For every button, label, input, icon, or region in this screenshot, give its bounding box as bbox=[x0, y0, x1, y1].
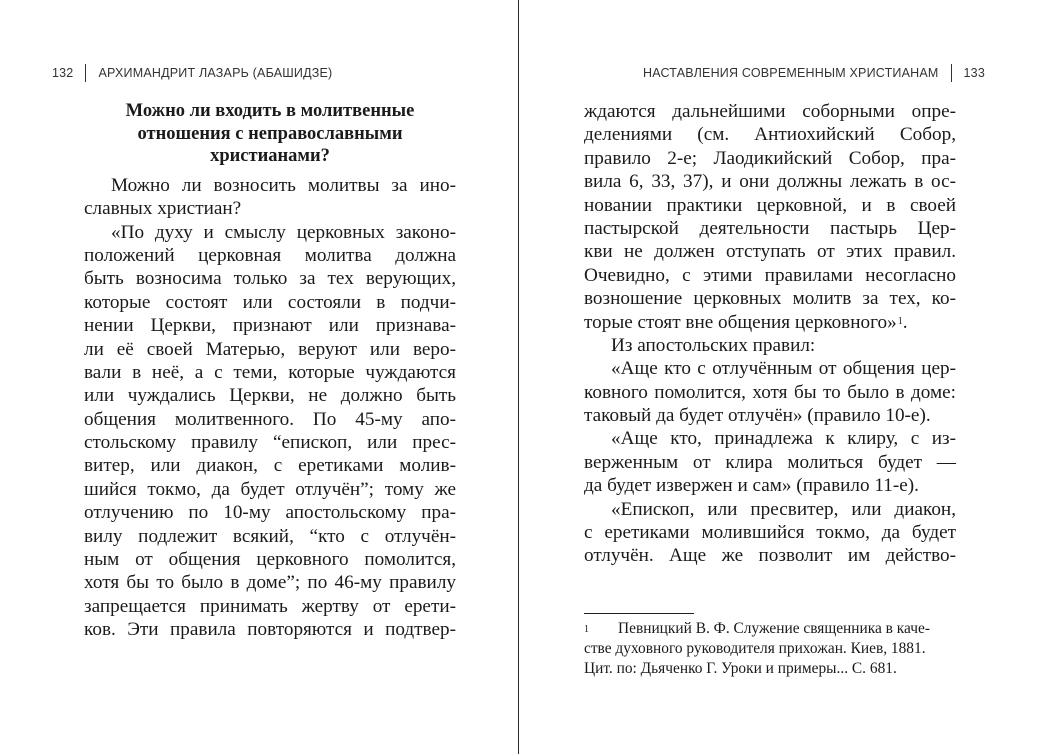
text-line: вали в неё, а с теми, которые чуждаются bbox=[84, 361, 456, 383]
text-line: да будет извержен и сам» (правило 11-е). bbox=[584, 475, 919, 497]
left-page bbox=[0, 0, 518, 754]
text-line-content: торые стоят вне общения церковного» bbox=[584, 311, 897, 333]
section-heading bbox=[84, 100, 456, 168]
text-line: запрещается принимать жертву от ерети- bbox=[84, 595, 456, 617]
text-line: хотя бы то было в доме”; по 46-му правилу bbox=[84, 572, 456, 594]
text-line: отлучён. Аще же позволит им действо- bbox=[584, 545, 956, 567]
footnote-line: стве духовного руководителя прихожан. Киев, 1881. bbox=[584, 640, 926, 657]
text-line: новании практики церковной, и в своей bbox=[584, 194, 956, 216]
right-running-head bbox=[643, 64, 985, 82]
left-running-head bbox=[52, 64, 332, 82]
text-line: нении Церкви, признают или признава- bbox=[84, 315, 456, 337]
text-line: Из апостольских правил: bbox=[611, 334, 816, 356]
text-line: общения молитвенного. По 45-му апо- bbox=[84, 408, 456, 430]
left-text-block bbox=[84, 100, 456, 642]
text-line: возношение церковных молитв за тех, ко- bbox=[584, 288, 956, 310]
left-running-head-title: АРХИМАНДРИТ ЛАЗАРЬ (АБАШИДЗЕ) bbox=[98, 66, 333, 80]
text-line: «Аще кто, принадлежа к клиру, с из- bbox=[611, 428, 956, 450]
text-line: положений церковная молитва должна bbox=[84, 244, 456, 266]
text-line: вилу подлежит всякий, “кто с отлучён- bbox=[84, 525, 456, 547]
text-line: которые состоят или состояли в подчи- bbox=[84, 291, 456, 313]
text-line: ковного помолится, хотя бы то было в доме: bbox=[584, 381, 956, 403]
text-line: быть возносима только за тех верующих, bbox=[84, 268, 456, 290]
text-line: Очевидно, с этими правилами несогласно bbox=[584, 264, 956, 286]
text-line: ждаются дальнейшими соборными опре- bbox=[584, 101, 956, 122]
left-page-number: 132 bbox=[52, 66, 74, 80]
footnote-text: Певницкий В. Ф. Служение священника в каче- bbox=[618, 620, 930, 637]
right-text-block bbox=[584, 100, 956, 568]
text-line: торые стоят вне общения церковного»$^1$. bbox=[584, 311, 908, 333]
text-line: делениями (см. Антиохийский Собор, bbox=[584, 124, 956, 146]
text-line: пастырской деятельности пастырь Цер- bbox=[584, 217, 956, 239]
footnote-reference[interactable]: 1 bbox=[897, 315, 903, 327]
running-head-divider bbox=[951, 64, 952, 82]
text-line: вила 6, 33, 37), и они должны лежать в ос- bbox=[584, 171, 956, 193]
text-line: стольскому правилу “епископ, или прес- bbox=[84, 432, 456, 454]
text-line: таковый да будет отлучён» (правило 10-е). bbox=[584, 405, 931, 427]
footnote-line: Цит. по: Дьяченко Г. Уроки и примеры... С. 681. bbox=[584, 660, 897, 677]
text-line: «По духу и смыслу церковных законо- bbox=[111, 221, 456, 243]
text-line: Можно ли возносить молитвы за ино- bbox=[111, 174, 456, 196]
text-line: верженным от клира молиться будет — bbox=[584, 451, 956, 473]
text-line: ков. Эти правила повторяются и подтвер- bbox=[84, 619, 456, 641]
right-page-number: 133 bbox=[963, 66, 985, 80]
heading-line: отношения с неправославными bbox=[137, 123, 403, 144]
text-line: «Аще кто с отлучённым от общения цер- bbox=[611, 358, 956, 380]
footnote-mark: 1 bbox=[584, 624, 589, 635]
text-line: «Епископ, или пресвитер, или диакон, bbox=[611, 498, 956, 520]
text-line: с еретиками молившийся токмо, да будет bbox=[584, 522, 956, 544]
heading-line: Можно ли входить в молитвенные bbox=[125, 101, 415, 121]
right-page bbox=[519, 0, 1037, 754]
footnote-separator bbox=[584, 613, 694, 614]
footnote-line bbox=[584, 619, 956, 639]
text-line: ным от общения церковного помолится, bbox=[84, 549, 456, 571]
right-running-head-title: НАСТАВЛЕНИЯ СОВРЕМЕННЫМ ХРИСТИАНАМ bbox=[642, 66, 939, 80]
text-line: отлучению по 10-му апостольскому пра- bbox=[84, 502, 456, 524]
text-line: витер, или диакон, с еретиками молив- bbox=[84, 455, 456, 477]
text-line: ли её своей Матерью, веруют или веро- bbox=[84, 338, 456, 360]
text-line: славных христиан? bbox=[84, 198, 242, 220]
text-line: шийся токмо, да будет отлучён”; тому же bbox=[84, 478, 456, 500]
text-line: или чуждались Церкви, не должно быть bbox=[84, 385, 456, 407]
heading-line: христианами? bbox=[210, 146, 330, 167]
text-line: кви не должен отступать от этих правил. bbox=[584, 241, 956, 263]
footnote bbox=[584, 619, 956, 679]
running-head-divider bbox=[85, 64, 86, 82]
text-line: правило 2-е; Лаодикийский Собор, пра- bbox=[584, 147, 956, 169]
